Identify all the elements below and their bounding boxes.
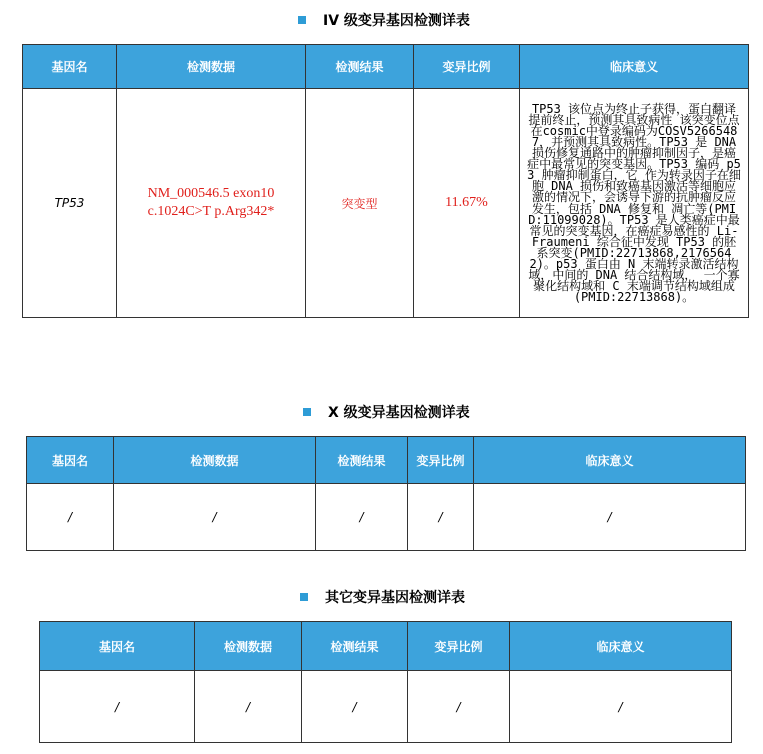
table-other-variants bbox=[39, 621, 732, 743]
empty-value: / bbox=[456, 699, 461, 714]
header-clinical: 临床意义 bbox=[474, 437, 746, 484]
header-data: 检测数据 bbox=[114, 437, 316, 484]
cell-data bbox=[195, 671, 302, 743]
header-gene: 基因名 bbox=[23, 45, 117, 89]
cell-result bbox=[306, 89, 414, 318]
header-clinical: 临床意义 bbox=[520, 45, 749, 89]
header-result: 检测结果 bbox=[316, 437, 408, 484]
table-x-variants bbox=[26, 436, 746, 551]
section-square-icon bbox=[300, 593, 308, 601]
header-ratio: 变异比例 bbox=[414, 45, 520, 89]
gene-name: TP53 bbox=[54, 196, 85, 210]
header-ratio: 变异比例 bbox=[408, 437, 474, 484]
header-gene: 基因名 bbox=[40, 622, 195, 671]
header-result: 检测结果 bbox=[302, 622, 408, 671]
cell-ratio bbox=[408, 484, 474, 551]
data-line-1: NM_000546.5 exon10 bbox=[147, 186, 275, 201]
ratio-value: 11.67% bbox=[445, 195, 488, 210]
table-row bbox=[23, 89, 749, 318]
header-clinical: 临床意义 bbox=[510, 622, 732, 671]
section-title-other bbox=[300, 587, 465, 607]
section-title-text: IV 级变异基因检测详表 bbox=[323, 13, 470, 29]
table-row bbox=[27, 484, 746, 551]
header-ratio: 变异比例 bbox=[408, 622, 510, 671]
table-header-row bbox=[23, 45, 749, 89]
table-iv-variants bbox=[22, 44, 749, 318]
section-title-text: X 级变异基因检测详表 bbox=[328, 405, 470, 421]
header-result: 检测结果 bbox=[306, 45, 414, 89]
cell-data bbox=[114, 484, 316, 551]
empty-value: / bbox=[352, 699, 357, 714]
section-title-iv bbox=[298, 10, 470, 30]
cell-ratio bbox=[408, 671, 510, 743]
cell-gene bbox=[27, 484, 114, 551]
header-gene: 基因名 bbox=[27, 437, 114, 484]
data-line-2: c.1024C>T p.Arg342* bbox=[147, 204, 275, 219]
cell-gene bbox=[23, 89, 117, 318]
section-title-x bbox=[303, 402, 470, 422]
cell-result bbox=[316, 484, 408, 551]
section-square-icon bbox=[303, 408, 311, 416]
header-data: 检测数据 bbox=[117, 45, 306, 89]
empty-value: / bbox=[67, 510, 73, 524]
empty-value: / bbox=[359, 510, 364, 524]
cell-ratio bbox=[414, 89, 520, 318]
empty-value: / bbox=[438, 510, 443, 524]
result-value: 突变型 bbox=[341, 196, 378, 211]
cell-data bbox=[117, 89, 306, 318]
table-header-row bbox=[40, 622, 732, 671]
cell-clinical bbox=[510, 671, 732, 743]
cell-gene bbox=[40, 671, 195, 743]
cell-clinical: TP53 该位点为终止子获得，蛋白翻译提前终止，预测其具致病性 该突变位点在cosmic中登录编码为COSV52665487，并预测其具致病性。TP53 是 DNA 损伤修复通路中的肿瘤抑制因子，是癌症中最常见的突变基因。TP53 编码 p53 肿瘤抑制蛋白，它 作为转录因子在细胞 DNA 损伤和致癌基因激活等细胞应激的情况下，会诱导下游的抗肿瘤反应发生，包括 DNA 修复和 凋亡等(PMID:11099028)。TP53 是人类癌症中最常见的突变基因，在癌症易感性的 Li-Fraumeni 综合征中发现 TP53 的胚系突变(PMID:22713868,21765642)。p53 蛋白由 N 末端转录激活结构域，中间的 DNA 结合结构域， 一个寡聚化结构域和 C 末端调节结构域组成(PMID:22713868)。 bbox=[520, 89, 749, 318]
header-data: 检测数据 bbox=[195, 622, 302, 671]
cell-clinical bbox=[474, 484, 746, 551]
empty-value: / bbox=[618, 699, 623, 714]
section-square-icon bbox=[298, 16, 306, 24]
empty-value: / bbox=[607, 510, 612, 524]
cell-result bbox=[302, 671, 408, 743]
empty-value: / bbox=[114, 699, 120, 714]
table-row bbox=[40, 671, 732, 743]
empty-value: / bbox=[245, 699, 251, 714]
empty-value: / bbox=[212, 510, 217, 524]
table-header-row bbox=[27, 437, 746, 484]
section-title-text: 其它变异基因检测详表 bbox=[325, 590, 465, 606]
